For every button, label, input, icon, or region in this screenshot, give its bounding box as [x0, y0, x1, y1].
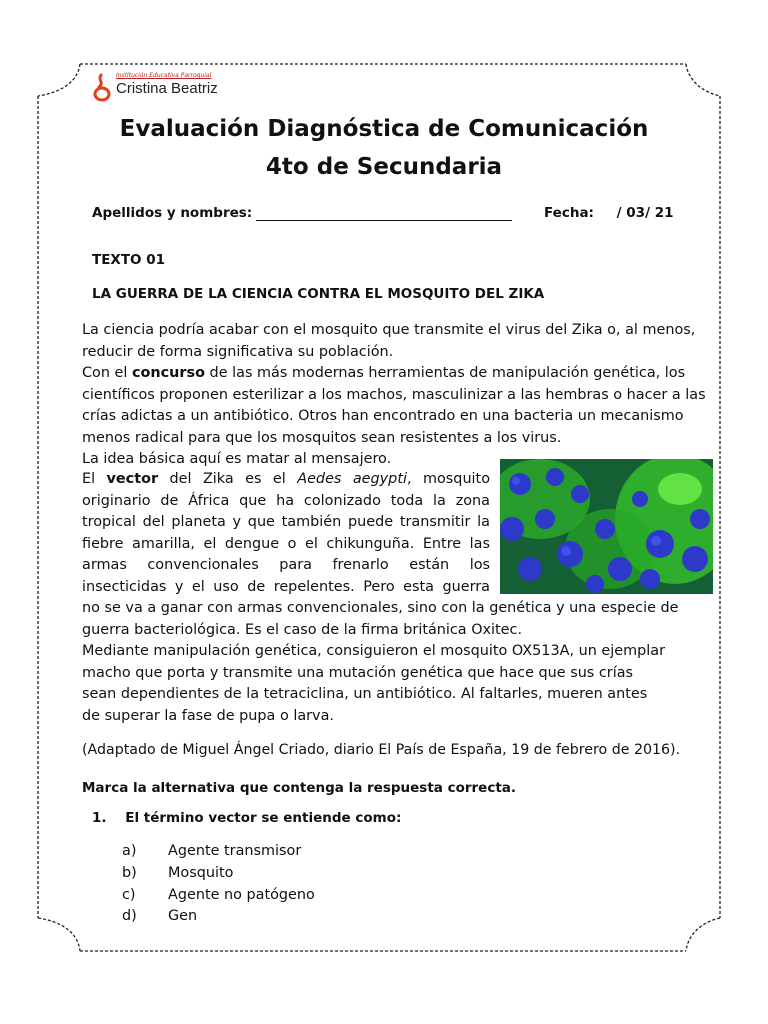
paragraph-1: La ciencia podría acabar con el mosquito que transmite el virus del Zika o, al menos, reducir de forma significativa su población.	[82, 322, 696, 360]
date-label: Fecha:	[544, 205, 594, 221]
article-body-top	[82, 320, 714, 471]
school-logo	[88, 70, 228, 104]
option-b: b) Mosquito	[122, 865, 234, 881]
name-label: Apellidos y nombres:	[92, 205, 253, 221]
paragraph-5-line4: de superar la fase de pupa o larva.	[82, 707, 334, 724]
question-number: 1.	[92, 810, 107, 826]
question-text: El término vector se entiende como:	[125, 810, 402, 826]
paragraph-4-rest: no se va a ganar con armas convencionales, sino con la genética y una especie de guerra bacteriológica. Es el caso de la firma británica Oxitec.	[82, 600, 679, 638]
option-a: a) Agente transmisor	[122, 843, 302, 859]
option-d: d) Gen	[122, 908, 198, 924]
page-subtitle: 4to de Secundaria	[265, 154, 503, 180]
paragraph-5-line1: Mediante manipulación genética, consiguieron el mosquito OX513A, un ejemplar	[82, 643, 666, 659]
paragraph-3: La idea básica aquí es matar al mensajero.	[82, 451, 392, 467]
microscopy-image	[500, 459, 713, 594]
instructions: Marca la alternativa que contenga la respuesta correcta.	[82, 780, 517, 796]
institution-name: Cristina Beatriz	[116, 80, 218, 97]
paragraph-2: Con el concurso de las más modernas herramientas de manipulación genética, los científicos proponen esterilizar a los machos, masculinizar a las hembras o hacer a las crías adictas a un antibiótico. Otros han encontrado en una bacteria un mecanismo menos radical para que los mosquitos sean resistentes a los virus.	[82, 365, 706, 446]
text-label: TEXTO 01	[92, 252, 166, 268]
institution-subtitle: Institución Educativa Parroquial	[116, 72, 212, 79]
source-citation: (Adaptado de Miguel Ángel Criado, diario El País de España, 19 de febrero de 2016).	[82, 742, 681, 758]
question-1	[92, 810, 401, 826]
date-field	[544, 205, 674, 221]
paragraph-4-wrapped: El vector del Zika es el Aedes aegypti, mosquito originario de África que ha colonizado toda la zona tropical del planeta y que también puede transmitir la fiebre amarilla, el dengue o el chikunguña. Entre las armas convencionales para frenarlo están los insecticidas y el uso de repelentes. Pero esta guerra	[82, 471, 491, 595]
flame-logo-icon	[90, 72, 114, 102]
name-field	[92, 205, 512, 221]
text-heading: LA GUERRA DE LA CIENCIA CONTRA EL MOSQUITO DEL ZIKA	[92, 286, 545, 302]
name-blank-line	[256, 206, 512, 221]
article-body-bottom	[82, 598, 714, 727]
page-title: Evaluación Diagnóstica de Comunicación	[119, 116, 649, 142]
date-value: / 03/ 21	[616, 205, 674, 221]
option-c: c) Agente no patógeno	[122, 887, 315, 903]
paragraph-5-line3: sean dependientes de la tetraciclina, un antibiótico. Al faltarles, mueren antes	[82, 686, 648, 702]
paragraph-5-line2: macho que porta y transmite una mutación genética que hace que sus crías	[82, 664, 634, 681]
